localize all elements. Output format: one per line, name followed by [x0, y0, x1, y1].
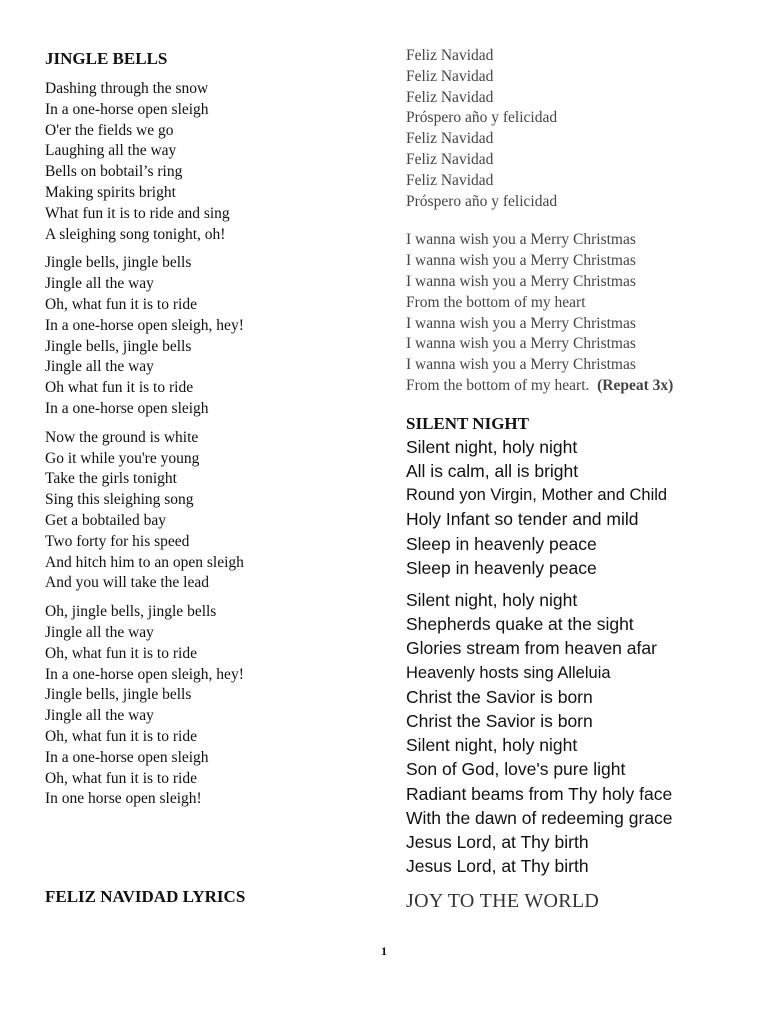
lyric-line: Round yon Virgin, Mother and Child	[406, 486, 668, 505]
lyric-line: Making spirits bright	[45, 183, 176, 201]
lyric-line: Now the ground is white	[45, 428, 199, 446]
lyric-line: In one horse open sleigh!	[45, 790, 202, 808]
lyric-line: O'er the fields we go	[45, 121, 174, 139]
lyric-line: Laughing all the way	[45, 142, 177, 160]
lyric-line: A sleighing song tonight, oh!	[45, 225, 226, 243]
lyric-line: Shepherds quake at the sight	[406, 614, 634, 635]
lyric-line: Dashing through the snow	[45, 80, 209, 97]
lyric-line: In a one-horse open sleigh, hey!	[45, 316, 244, 334]
lyric-line: Holy Infant so tender and mild	[406, 509, 639, 530]
lyric-line: Próspero año y felicidad	[406, 109, 558, 127]
lyric-line: Oh, what fun it is to ride	[45, 727, 197, 745]
jingle-bells-stanza-3	[45, 428, 365, 594]
lyric-line: Feliz Navidad	[406, 130, 494, 148]
lyric-line: Christ the Savior is born	[406, 710, 593, 731]
lyric-line: Heavenly hosts sing Alleluia	[406, 663, 611, 682]
last-line-text: From the bottom of my heart.	[406, 376, 590, 394]
lyric-line: Oh, what fun it is to ride	[45, 295, 197, 313]
silent-night-stanza-2	[406, 588, 746, 878]
lyric-line: Jingle bells, jingle bells	[45, 686, 192, 704]
lyric-line: Jingle all the way	[45, 275, 154, 293]
lyric-line: Feliz Navidad	[406, 67, 494, 85]
jingle-bells-title: JINGLE BELLS	[45, 49, 168, 68]
lyric-line: I wanna wish you a Merry Christmas	[406, 252, 636, 270]
lyric-line: I wanna wish you a Merry Christmas	[406, 231, 636, 249]
lyric-line: In a one-horse open sleigh	[45, 399, 209, 417]
lyric-line-last	[406, 376, 746, 397]
silent-night-stanza-1	[406, 435, 746, 580]
lyric-line: Sleep in heavenly peace	[406, 557, 597, 578]
lyric-line: Go it while you're young	[45, 449, 200, 467]
lyric-line: I wanna wish you a Merry Christmas	[406, 356, 636, 374]
lyric-line: What fun it is to ride and sing	[45, 204, 230, 222]
page-number: 1	[381, 944, 387, 958]
lyric-line: And you will take the lead	[45, 574, 209, 592]
lyric-line: Two forty for his speed	[45, 532, 190, 550]
lyric-line: Son of God, love's pure light	[406, 759, 626, 780]
jingle-bells-section	[45, 47, 365, 818]
lyric-line: Oh, what fun it is to ride	[45, 769, 197, 787]
lyric-line: In a one-horse open sleigh	[45, 100, 209, 118]
lyric-line: Oh what fun it is to ride	[45, 379, 194, 397]
lyric-line: Oh, what fun it is to ride	[45, 644, 197, 662]
lyric-line: And hitch him to an open sleigh	[45, 553, 244, 571]
lyric-line: Feliz Navidad	[406, 171, 494, 189]
feliz-navidad-spanish	[406, 46, 746, 212]
lyric-line: Jesus Lord, at Thy birth	[406, 856, 589, 877]
repeat-note: (Repeat 3x)	[597, 376, 674, 394]
feliz-navidad-title: FELIZ NAVIDAD LYRICS	[45, 887, 246, 906]
lyric-line: Silent night, holy night	[406, 436, 578, 457]
lyric-line: Silent night, holy night	[406, 735, 578, 756]
lyric-line: I wanna wish you a Merry Christmas	[406, 272, 636, 290]
lyric-line: Silent night, holy night	[406, 589, 578, 610]
lyric-line: Take the girls tonight	[45, 470, 177, 488]
right-column	[406, 46, 746, 914]
jingle-bells-stanza-2	[45, 253, 365, 419]
lyric-line: In a one-horse open sleigh, hey!	[45, 665, 244, 683]
lyric-line: Feliz Navidad	[406, 150, 494, 168]
lyric-line: Jingle all the way	[45, 623, 154, 641]
lyric-line: In a one-horse open sleigh	[45, 748, 209, 766]
lyric-line: Feliz Navidad	[406, 47, 494, 64]
feliz-navidad-english	[406, 230, 746, 396]
lyric-line: With the dawn of redeeming grace	[406, 807, 673, 828]
lyric-line: From the bottom of my heart	[406, 293, 586, 311]
lyric-line: Glories stream from heaven afar	[406, 638, 657, 659]
lyric-line: Oh, jingle bells, jingle bells	[45, 603, 217, 621]
lyric-line: Jingle all the way	[45, 707, 154, 725]
silent-night-title: SILENT NIGHT	[406, 413, 529, 433]
jingle-bells-stanza-1	[45, 79, 365, 245]
lyric-line: Get a bobtailed bay	[45, 511, 166, 529]
lyric-line: Sing this sleighing song	[45, 491, 194, 509]
lyric-line: Christ the Savior is born	[406, 686, 593, 707]
lyric-line: I wanna wish you a Merry Christmas	[406, 335, 636, 353]
joy-to-the-world-title: JOY TO THE WORLD	[406, 890, 600, 913]
lyric-line: Bells on bobtail’s ring	[45, 163, 183, 181]
lyric-line: All is calm, all is bright	[406, 460, 579, 481]
lyric-line: Próspero año y felicidad	[406, 192, 558, 210]
lyric-line: Feliz Navidad	[406, 88, 494, 106]
lyric-line: Jesus Lord, at Thy birth	[406, 832, 589, 852]
lyric-line: Sleep in heavenly peace	[406, 533, 597, 554]
lyric-line: Jingle all the way	[45, 358, 154, 376]
lyric-line: Jingle bells, jingle bells	[45, 337, 192, 355]
lyric-line: Radiant beams from Thy holy face	[406, 783, 673, 804]
lyric-line: I wanna wish you a Merry Christmas	[406, 314, 636, 332]
jingle-bells-stanza-4	[45, 602, 365, 810]
lyric-line: Jingle bells, jingle bells	[45, 254, 192, 272]
